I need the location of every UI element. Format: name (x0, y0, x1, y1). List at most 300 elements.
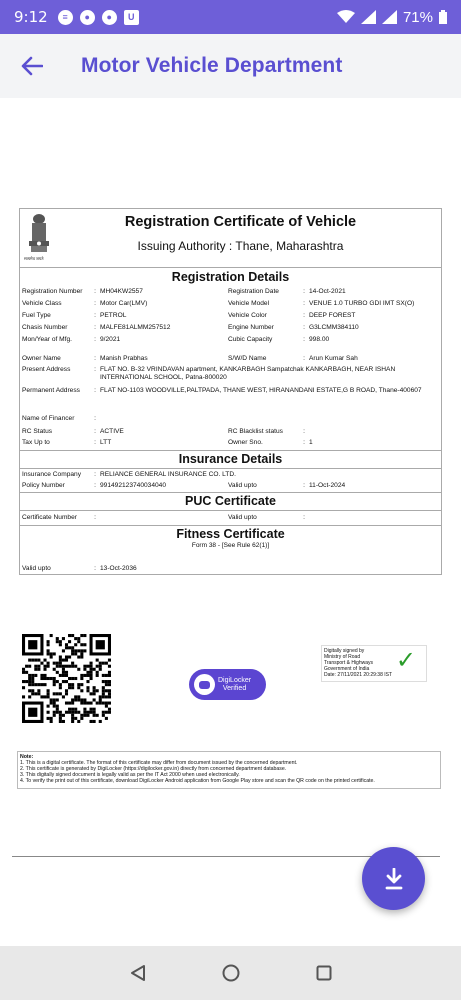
qr-module (31, 674, 34, 677)
qr-module (25, 680, 28, 683)
qr-module (47, 643, 50, 646)
colon: : (303, 324, 305, 331)
colon: : (303, 439, 305, 446)
download-icon (384, 868, 404, 890)
colon: : (94, 387, 96, 394)
qr-module (74, 717, 77, 720)
qr-module (53, 680, 56, 683)
qr-module (105, 680, 108, 683)
qr-module (90, 674, 93, 677)
qr-module (50, 634, 53, 637)
puc-cert-value (100, 511, 228, 523)
qr-module (74, 695, 77, 698)
qr-module (43, 674, 46, 677)
qr-module (53, 662, 56, 665)
qr-module (68, 640, 71, 643)
qr-module (105, 705, 108, 708)
colon: : (94, 312, 96, 319)
qr-finder-module (28, 708, 37, 717)
qr-module (77, 668, 80, 671)
qr-module (80, 634, 83, 637)
signature-line: Ministry of Road (324, 654, 361, 660)
qr-module (47, 711, 50, 714)
table-row (20, 482, 441, 490)
qr-module (47, 692, 50, 695)
qr-module (86, 702, 89, 705)
qr-module (68, 665, 71, 668)
registration-row-value: Motor Car(LMV) (100, 300, 148, 307)
colon: : (94, 482, 96, 489)
qr-module (80, 689, 83, 692)
qr-module (74, 665, 77, 668)
qr-module (102, 680, 105, 683)
qr-module (47, 649, 50, 652)
qr-module (83, 643, 86, 646)
nav-home-button[interactable] (221, 963, 241, 983)
message-notification-icon: ≡ (58, 10, 73, 25)
qr-module (102, 702, 105, 705)
qr-module (77, 695, 80, 698)
qr-module (25, 665, 28, 668)
qr-module (50, 702, 53, 705)
qr-module (86, 714, 89, 717)
registration-details-heading: Registration Details (171, 270, 290, 284)
app-bar (0, 34, 461, 98)
qr-module (37, 665, 40, 668)
qr-module (56, 692, 59, 695)
qr-module (65, 643, 68, 646)
table-row (20, 565, 441, 573)
puc-cert-label: Certificate Number (22, 514, 77, 521)
signature-line: Government of India (324, 666, 370, 672)
qr-module (43, 665, 46, 668)
qr-module (50, 698, 53, 701)
app-notification-icon: U (124, 10, 139, 25)
qr-module (83, 649, 86, 652)
owner-sno-value: 1 (309, 439, 313, 446)
rc-status-value: ACTIVE (100, 428, 124, 435)
qr-module (65, 689, 68, 692)
signal-icon-2 (382, 10, 397, 24)
registration-row-value: PETROL (100, 312, 127, 319)
qr-module (56, 637, 59, 640)
policy-number-value: 991492123740034040 (100, 482, 167, 489)
nav-back-button[interactable] (128, 963, 148, 983)
status-time: 9:12 (14, 8, 48, 26)
qr-module (62, 714, 65, 717)
qr-module (56, 698, 59, 701)
qr-module (86, 686, 89, 689)
colon: : (303, 312, 305, 319)
qr-module (59, 692, 62, 695)
qr-module (108, 695, 111, 698)
colon: : (94, 415, 96, 422)
financer-label: Name of Financer (22, 415, 75, 422)
qr-module (90, 662, 93, 665)
colon: : (94, 324, 96, 331)
colon: : (303, 300, 305, 307)
table-row (20, 439, 441, 449)
qr-module (65, 702, 68, 705)
qr-module (105, 695, 108, 698)
registration-row-value: MALFE81ALMM257512 (100, 324, 171, 331)
back-button[interactable] (0, 34, 64, 98)
qr-module (47, 665, 50, 668)
qr-module (22, 680, 25, 683)
qr-module (99, 698, 102, 701)
qr-module (71, 652, 74, 655)
qr-module (53, 692, 56, 695)
colon: : (303, 288, 305, 295)
insurance-valid-label: Valid upto (228, 482, 257, 489)
registration-row-label: Vehicle Model (228, 300, 270, 307)
insurance-company-value: RELIANCE GENERAL INSURANCE CO. LTD. (100, 471, 236, 478)
qr-module (22, 671, 25, 674)
tax-label: Tax Up to (22, 439, 50, 446)
qr-module (71, 646, 74, 649)
qr-module (34, 668, 37, 671)
qr-module (102, 674, 105, 677)
colon: : (94, 439, 96, 446)
qr-module (25, 671, 28, 674)
qr-module (86, 680, 89, 683)
qr-module (86, 665, 89, 668)
qr-module (90, 708, 93, 711)
qr-module (77, 698, 80, 701)
qr-module (62, 637, 65, 640)
qr-module (65, 674, 68, 677)
qr-module (102, 689, 105, 692)
permanent-address-label: Permanent Address (22, 387, 80, 394)
qr-module (47, 652, 50, 655)
qr-module (47, 677, 50, 680)
table-row (20, 469, 441, 483)
present-address-value: FLAT NO. B-32 VRINDAVAN apartment, KANKARBAGH Sampatchak KANKARBAGH, NEAR ISHAN INTERNATIONAL SCHOOL, Patna-800020 (100, 366, 396, 381)
qr-module (102, 686, 105, 689)
puc-details-table (20, 510, 441, 522)
qr-module (31, 683, 34, 686)
colon: : (94, 300, 96, 307)
qr-module (108, 659, 111, 662)
qr-module (68, 677, 71, 680)
qr-module (80, 674, 83, 677)
qr-module (71, 708, 74, 711)
digilocker-text (218, 677, 251, 693)
qr-module (65, 680, 68, 683)
insurance-details-table (20, 468, 441, 490)
nav-recents-button[interactable] (314, 963, 334, 983)
financer-value (100, 415, 228, 428)
qr-module (90, 702, 93, 705)
qr-module (59, 714, 62, 717)
qr-module (50, 720, 53, 723)
qr-module (53, 668, 56, 671)
owner-name-label: Owner Name (22, 355, 61, 362)
qr-module (93, 711, 96, 714)
qr-module (56, 640, 59, 643)
fitness-subheading: Form 38 - [See Rule 62(1)] (191, 542, 270, 549)
qr-module (62, 649, 65, 652)
colon: : (303, 514, 305, 521)
qr-module (56, 665, 59, 668)
owner-details-table (20, 355, 441, 395)
qr-module (62, 674, 65, 677)
qr-module (59, 711, 62, 714)
qr-module (86, 711, 89, 714)
qr-module (102, 714, 105, 717)
qr-module (40, 695, 43, 698)
qr-module (37, 668, 40, 671)
qr-module (56, 708, 59, 711)
qr-module (77, 720, 80, 723)
qr-module (74, 677, 77, 680)
registration-certificate (19, 208, 442, 575)
qr-module (71, 698, 74, 701)
qr-module (65, 671, 68, 674)
qr-module (93, 668, 96, 671)
qr-module (40, 674, 43, 677)
qr-module (80, 649, 83, 652)
colon: : (303, 428, 305, 435)
table-row (20, 300, 441, 312)
qr-module (43, 659, 46, 662)
policy-number-label: Policy Number (22, 482, 65, 489)
qr-module (65, 711, 68, 714)
issuing-authority: Issuing Authority : Thane, Maharashtra (137, 239, 344, 253)
qr-module (80, 643, 83, 646)
swd-value: Arun Kumar Sah (309, 355, 358, 362)
qr-module (108, 708, 111, 711)
qr-module (83, 668, 86, 671)
digilocker-icon (194, 674, 215, 695)
insurance-details-heading: Insurance Details (20, 450, 441, 468)
qr-module (83, 698, 86, 701)
qr-module (90, 677, 93, 680)
qr-module (65, 665, 68, 668)
qr-module (56, 680, 59, 683)
owner-name-value: Manish Prabhas (100, 355, 148, 362)
tax-value: LTT (100, 439, 112, 446)
signature-line: Transport & Highways (324, 660, 373, 666)
download-button[interactable] (362, 847, 425, 910)
qr-module (80, 652, 83, 655)
note-item: 4. To verify the print out of this certificate, download DigiLocker Android application from Google Play store and scan the QR code on the printed certificate. (20, 778, 375, 784)
qr-module (56, 705, 59, 708)
qr-module (68, 708, 71, 711)
qr-module (47, 662, 50, 665)
qr-module (99, 668, 102, 671)
emblem-caption: सत्यमेव जयते (24, 256, 44, 261)
qr-module (80, 677, 83, 680)
registration-row-value: MH04KW2557 (100, 288, 143, 295)
insurance-company-label: Insurance Company (22, 471, 82, 478)
navigation-bar (0, 946, 461, 1000)
insurance-valid-value: 11-Oct-2024 (309, 482, 346, 489)
qr-module (90, 711, 93, 714)
qr-module (105, 711, 108, 714)
qr-module (53, 698, 56, 701)
qr-module (68, 655, 71, 658)
qr-module (22, 695, 25, 698)
qr-module (28, 674, 31, 677)
qr-module (83, 711, 86, 714)
qr-module (65, 659, 68, 662)
qr-module (71, 649, 74, 652)
qr-module (28, 683, 31, 686)
qr-module (83, 665, 86, 668)
signal-icon (361, 10, 376, 24)
registration-row-label: Fuel Type (22, 312, 51, 319)
colon: : (303, 482, 305, 489)
qr-module (47, 689, 50, 692)
qr-module (28, 665, 31, 668)
qr-module (108, 692, 111, 695)
colon: : (94, 471, 96, 478)
qr-code (22, 634, 111, 723)
qr-module (53, 702, 56, 705)
status-details-table (20, 415, 441, 449)
qr-module (86, 674, 89, 677)
registration-row-label: Chasis Number (22, 324, 68, 331)
qr-module (59, 655, 62, 658)
battery-percent: 71% (402, 8, 433, 26)
qr-module (96, 714, 99, 717)
qr-module (62, 665, 65, 668)
colon: : (94, 366, 96, 373)
qr-module (34, 665, 37, 668)
qr-module (102, 692, 105, 695)
qr-module (40, 683, 43, 686)
qr-module (77, 640, 80, 643)
qr-module (83, 708, 86, 711)
square-recents-icon (316, 965, 332, 981)
note-heading: Note: (20, 754, 34, 760)
table-row (20, 511, 441, 523)
qr-module (56, 711, 59, 714)
fitness-valid-label: Valid upto (22, 565, 51, 572)
qr-module (102, 662, 105, 665)
qr-module (71, 677, 74, 680)
qr-module (74, 649, 77, 652)
rc-status-label: RC Status (22, 428, 53, 435)
qr-module (90, 692, 93, 695)
qr-module (90, 665, 93, 668)
qr-module (77, 683, 80, 686)
qr-module (43, 683, 46, 686)
digital-signature (321, 645, 427, 682)
qr-module (105, 689, 108, 692)
qr-module (56, 671, 59, 674)
qr-module (59, 659, 62, 662)
qr-module (90, 720, 93, 723)
qr-module (50, 655, 53, 658)
qr-module (59, 640, 62, 643)
qr-module (53, 677, 56, 680)
qr-module (31, 677, 34, 680)
qr-module (99, 662, 102, 665)
registration-row-label: Engine Number (228, 324, 274, 331)
qr-module (93, 714, 96, 717)
qr-module (34, 674, 37, 677)
qr-module (68, 702, 71, 705)
qr-module (59, 686, 62, 689)
registration-row-label: Cubic Capacity (228, 336, 273, 343)
qr-module (96, 659, 99, 662)
digilocker-verified-badge (189, 669, 266, 700)
note-item: 1. This is a digital certificate. The format of this certificate may differ from document issued by the concerned department. (20, 760, 298, 766)
battery-icon (439, 10, 447, 24)
qr-module (68, 711, 71, 714)
qr-module (71, 702, 74, 705)
qr-module (37, 689, 40, 692)
puc-valid-label: Valid upto (228, 514, 257, 521)
qr-module (59, 643, 62, 646)
qr-module (53, 652, 56, 655)
registration-row-value: 14-Oct-2021 (309, 288, 346, 295)
qr-module (99, 702, 102, 705)
messenger-notification-icon: ● (80, 10, 95, 25)
page-title: Motor Vehicle Department (81, 54, 343, 77)
qr-module (68, 634, 71, 637)
registration-row-label: Vehicle Color (228, 312, 267, 319)
fitness-details-table (20, 565, 441, 573)
qr-module (105, 683, 108, 686)
note-item: 3. This digitally signed document is legally valid as per the IT Act 2000 when used electronically. (20, 772, 240, 778)
registration-row-value: G3LCMM384110 (309, 324, 359, 331)
qr-module (80, 698, 83, 701)
qr-module (37, 683, 40, 686)
signature-date: Date: 27/11/2021 20:29:38 IST (324, 672, 393, 678)
qr-module (59, 720, 62, 723)
qr-module (43, 668, 46, 671)
qr-module (99, 665, 102, 668)
qr-module (74, 698, 77, 701)
circle-home-icon (222, 964, 240, 982)
qr-module (59, 717, 62, 720)
qr-module (74, 637, 77, 640)
qr-module (50, 717, 53, 720)
qr-module (50, 652, 53, 655)
registration-details-table (20, 288, 441, 348)
qr-module (71, 665, 74, 668)
qr-module (93, 689, 96, 692)
colon: : (94, 428, 96, 435)
qr-module (86, 689, 89, 692)
permanent-address-value: FLAT NO-1103 WOODVILLE,PALTPADA, THANE WEST, HIRANANDANI ESTATE,G B ROAD, Thane-400607 (100, 387, 422, 394)
qr-module (77, 637, 80, 640)
qr-module (68, 683, 71, 686)
arrow-left-icon (21, 56, 43, 76)
messenger-notification-icon-2: ● (102, 10, 117, 25)
qr-module (99, 720, 102, 723)
puc-valid-value (309, 511, 441, 523)
qr-module (28, 659, 31, 662)
qr-module (28, 677, 31, 680)
qr-module (68, 646, 71, 649)
qr-module (37, 692, 40, 695)
qr-module (71, 714, 74, 717)
colon: : (94, 288, 96, 295)
qr-module (105, 674, 108, 677)
certificate-header (20, 209, 441, 268)
qr-module (62, 720, 65, 723)
qr-module (28, 680, 31, 683)
qr-module (77, 655, 80, 658)
qr-module (71, 634, 74, 637)
table-row (20, 428, 441, 439)
present-address-label: Present Address (22, 366, 71, 373)
qr-module (108, 683, 111, 686)
